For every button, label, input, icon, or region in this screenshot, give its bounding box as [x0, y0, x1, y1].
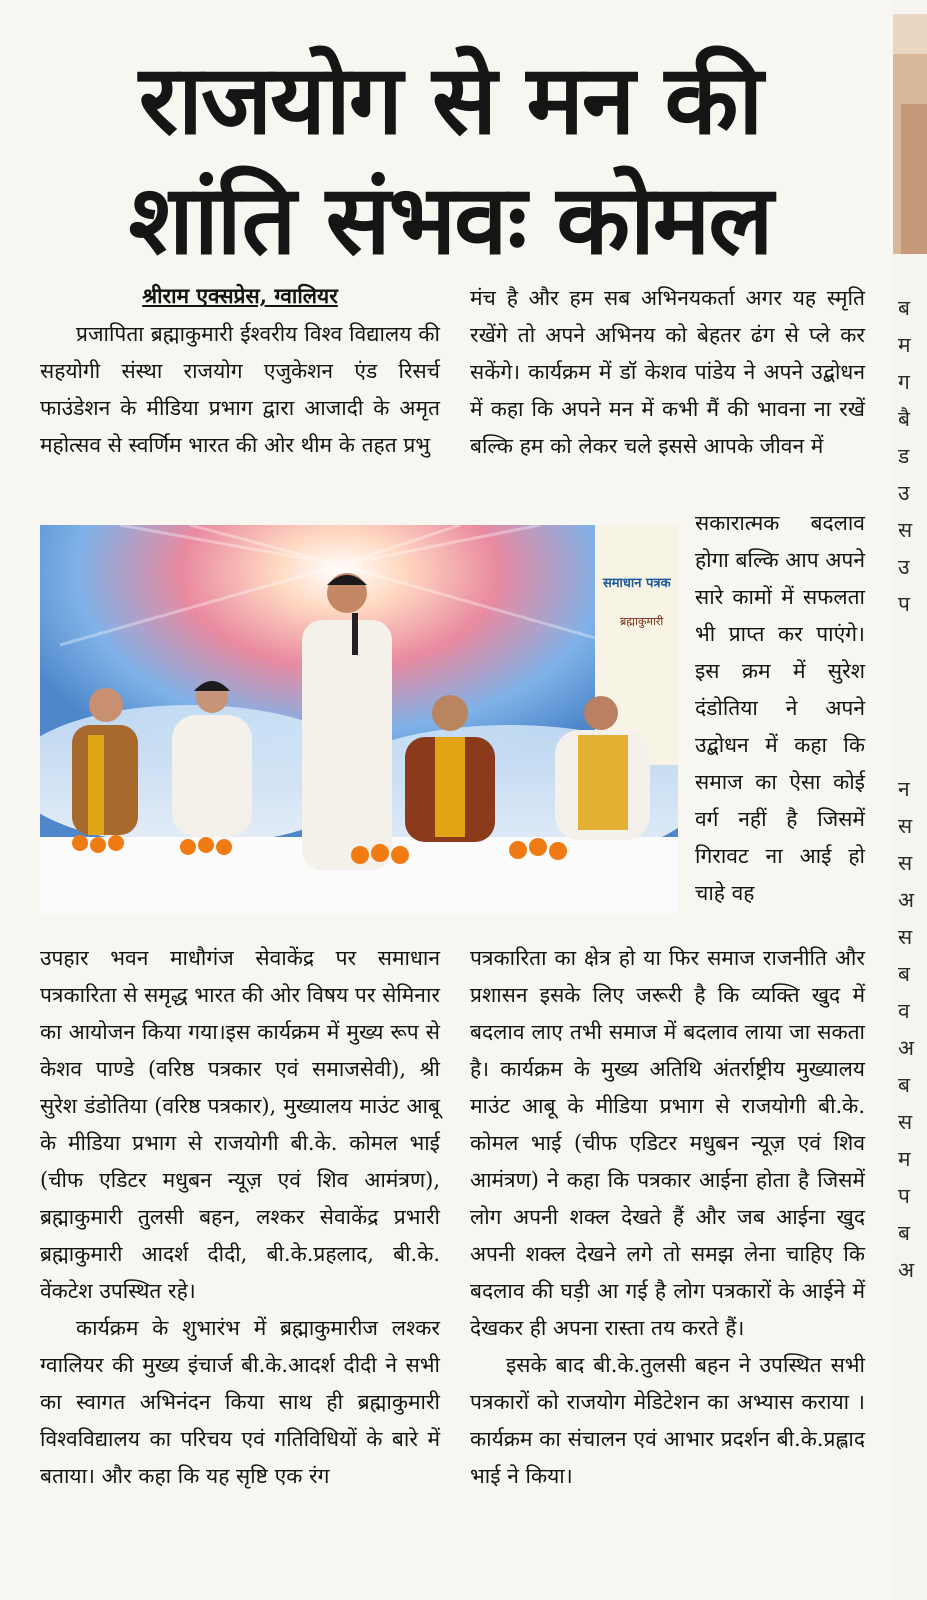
headline-line-1: राजयोग से मन की [138, 44, 762, 156]
banner-text-2: ब्रह्माकुमारी [620, 615, 664, 628]
adjacent-column-fragment: उ [898, 555, 910, 579]
adjacent-column-fragment: प [898, 592, 910, 616]
article-column-b-top [470, 280, 865, 465]
adjacent-column-fragment: न [898, 777, 910, 801]
event-photo-illustration [40, 525, 678, 913]
adjacent-column-fragment: ग [898, 370, 910, 394]
article-column-a-top [40, 316, 440, 464]
adjacent-column-fragment: अ [898, 1036, 915, 1060]
adjacent-column-fragment: स [898, 518, 913, 542]
adjacent-column-fragment: ड [898, 444, 910, 468]
article-column-a-bottom [40, 940, 440, 1495]
paragraph: उपहार भवन माधौगंज सेवाकेंद्र पर समाधान पत्रकारिता से समृद्ध भारत की ओर विषय पर सेमिनार का आयोजन किया गया।इस कार्यक्रम में मुख्य रूप से केशव पाण्डे (वरिष्ठ पत्रकार एवं समाजसेवी), श्री सुरेश डंडोतिया (वरिष्ठ पत्रकार), मुख्यालय माउंट आबू के मीडिया प्रभाग से राजयोगी बी.के. कोमल भाई (चीफ एडिटर मधुबन न्यूज़ एवं शिव आमंत्रण), ब्रह्माकुमारी तुलसी बहन, लश्कर सेवाकेंद्र प्रभारी ब्रह्माकुमारी आदर्श दीदी, बी.के.प्रहलाद, बी.के. वेंकटेश उपस्थित रहे। [40, 946, 440, 1303]
adjacent-column-fragment [898, 697, 927, 734]
paragraph: कार्यक्रम के शुभारंभ में ब्रह्माकुमारीज लश्कर ग्वालियर की मुख्य इंचार्ज बी.के.आदर्श दीदी ने सभी का स्वागत अभिनंदन किया साथ ही ब्रह्माकुमारी विश्वविद्यालय का परिचय एवं गतिविधियों के बारे में बताया। और कहा कि यह सृष्टि एक रंग [40, 1316, 440, 1488]
paragraph: मंच है और हम सब अभिनयकर्ता अगर यह स्मृति रखेंगे तो अपने अभिनय को बेहतर ढंग से प्ले कर सकेंगे। कार्यक्रम में डॉ केशव पांडेय ने अपने उद्बोधन में कहा कि अपने मन में कभी मैं की भावना ना रखें बल्कि हम को लेकर चले इससे आपके जीवन में [470, 286, 865, 458]
paragraph: इसके बाद बी.के.तुलसी बहन ने उपस्थित सभी पत्रकारों को राजयोग मेडिटेशन का अभ्यास कराया । कार्यक्रम का संचालन एवं आभार प्रदर्शन बी.के.प्रह्लाद भाई ने किया। [470, 1353, 865, 1488]
adjacent-column-fragment: ब [898, 1073, 910, 1097]
adjacent-column-fragment: प [898, 1184, 910, 1208]
adjacent-column-fragment [898, 623, 927, 660]
adjacent-column-fragment: ब [898, 962, 910, 986]
adjacent-column-fragment: ब [898, 296, 910, 320]
adjacent-column-fragment: उ [898, 481, 910, 505]
dateline: श्रीराम एक्सप्रेस, ग्वालियर [142, 283, 338, 308]
paragraph: सकारात्मक बदलाव होगा बल्कि आप अपने सारे कामों में सफलता भी प्राप्त कर पाएंगे। इस क्रम में सुरेश दंडोतिया ने अपने उद्बोधन में कहा कि समाज का ऐसा कोई वर्ग नहीं है जिसमें गिरावट ना आई हो चाहे वह [695, 511, 865, 905]
adjacent-column-fragment: स [898, 814, 913, 838]
adjacent-column-fragment: म [898, 1147, 911, 1171]
adjacent-column-fragment: स [898, 851, 913, 875]
adjacent-column-fragment: म [898, 333, 911, 357]
banner [595, 525, 678, 765]
adjacent-column-fragment: ब [898, 1221, 910, 1245]
adjacent-column-text [898, 290, 927, 1289]
adjacent-column-fragment [898, 734, 927, 771]
adjacent-photo [893, 14, 927, 254]
adjacent-column-fragment: स [898, 1110, 913, 1134]
article-column-b-bottom [470, 940, 865, 1495]
banner-text: समाधान पत्रक [603, 576, 671, 591]
article-column-b-wrap [695, 505, 865, 912]
adjacent-column-fragment: बै [898, 407, 910, 431]
adjacent-column-fragment [898, 660, 927, 697]
adjacent-column-strip [893, 0, 927, 1600]
adjacent-column-fragment: अ [898, 888, 915, 912]
paragraph: प्रजापिता ब्रह्माकुमारी ईश्वरीय विश्व विद्यालय की सहयोगी संस्था राजयोग एजुकेशन एंड रिसर्च फाउंडेशन के मीडिया प्रभाग द्वारा आजादी के अमृत महोत्सव से स्वर्णिम भारत की ओर थीम के तहत प्रभु [40, 322, 440, 457]
headline-line-2: शांति संभवः कोमल [128, 164, 772, 276]
adjacent-column-fragment: अ [898, 1258, 915, 1282]
adjacent-column-fragment: व [898, 999, 910, 1023]
paragraph: पत्रकारिता का क्षेत्र हो या फिर समाज राजनीति और प्रशासन इसके लिए जरूरी है कि व्यक्ति खुद में बदलाव लाए तभी समाज में बदलाव लाया जा सकता है। कार्यक्रम के मुख्य अतिथि अंतर्राष्ट्रीय मुख्यालय माउंट आबू के मीडिया प्रभाग से राजयोगी बी.के. कोमल भाई (चीफ एडिटर मधुबन न्यूज़ एवं शिव आमंत्रण) ने कहा कि पत्रकार आईना होता है जिसमें लोग अपनी शक्ल देखते हैं और जब आईना खुद अपनी शक्ल देखने लगे तो समझ लेना चाहिए कि बदलाव की घड़ी आ गई है लोग पत्रकारों के आईने में देखकर ही अपना रास्ता तय करते हैं। [470, 946, 865, 1340]
event-photo [40, 525, 678, 913]
adjacent-column-fragment: स [898, 925, 913, 949]
